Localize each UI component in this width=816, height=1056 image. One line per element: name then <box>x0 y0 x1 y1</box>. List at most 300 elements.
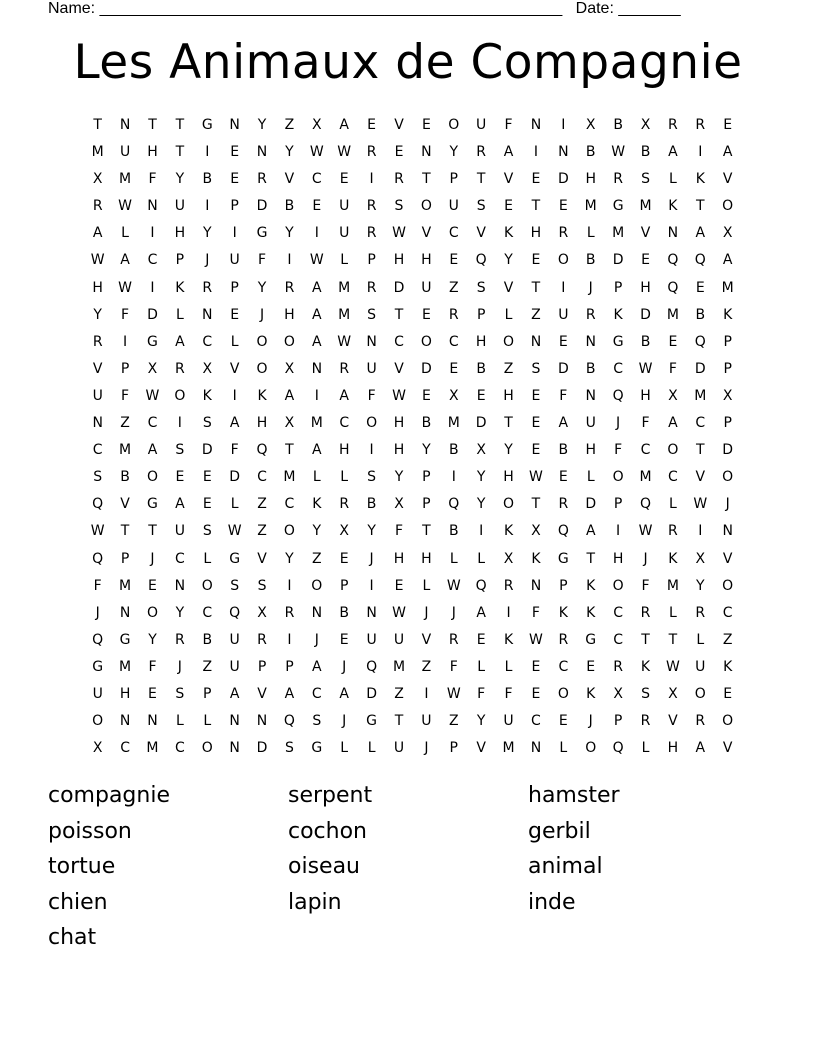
grid-letter[interactable]: F <box>367 387 376 404</box>
grid-letter[interactable]: C <box>257 469 267 486</box>
grid-letter[interactable]: H <box>667 740 679 757</box>
grid-letter[interactable]: Z <box>257 496 267 513</box>
grid-letter[interactable]: V <box>476 225 486 242</box>
grid-letter[interactable]: P <box>203 685 212 702</box>
grid-letter[interactable]: J <box>725 496 730 513</box>
grid-letter[interactable]: I <box>314 225 319 242</box>
grid-letter[interactable]: U <box>695 658 706 675</box>
grid-letter[interactable]: B <box>421 415 432 432</box>
grid-letter[interactable]: N <box>585 333 596 350</box>
grid-letter[interactable]: V <box>476 740 486 757</box>
grid-letter[interactable]: H <box>393 252 405 269</box>
grid-letter[interactable]: V <box>722 740 733 757</box>
grid-letter[interactable]: T <box>476 171 486 188</box>
grid-letter[interactable]: N <box>558 144 569 161</box>
grid-letter[interactable]: P <box>367 252 376 269</box>
grid-letter[interactable]: C <box>613 360 623 377</box>
grid-letter[interactable]: U <box>476 117 487 133</box>
grid-letter[interactable]: R <box>339 360 350 377</box>
grid-letter[interactable]: N <box>530 333 542 350</box>
grid-letter[interactable]: O <box>585 740 597 757</box>
grid-letter[interactable]: B <box>640 333 651 350</box>
grid-letter[interactable]: X <box>339 523 349 540</box>
grid-letter[interactable]: R <box>695 604 706 621</box>
grid-letter[interactable]: L <box>641 740 650 757</box>
grid-letter[interactable]: E <box>476 631 486 648</box>
grid-letter[interactable]: P <box>559 577 568 594</box>
grid-letter[interactable]: R <box>92 333 103 350</box>
grid-letter[interactable]: S <box>175 685 185 702</box>
grid-letter[interactable]: Q <box>229 604 241 621</box>
grid-letter[interactable]: L <box>696 631 705 648</box>
grid-letter[interactable]: A <box>722 252 733 269</box>
grid-letter[interactable]: O <box>694 685 706 702</box>
grid-letter[interactable]: H <box>147 144 158 161</box>
grid-letter[interactable]: Y <box>202 225 212 242</box>
grid-letter[interactable]: G <box>366 713 378 730</box>
grid-letter[interactable]: D <box>229 469 241 486</box>
grid-letter[interactable]: C <box>284 496 295 513</box>
grid-letter[interactable]: R <box>558 225 569 242</box>
grid-letter[interactable]: O <box>503 333 515 350</box>
grid-letter[interactable]: P <box>257 658 267 675</box>
grid-letter[interactable]: N <box>421 144 432 161</box>
grid-letter[interactable]: G <box>229 550 241 567</box>
grid-letter[interactable]: X <box>531 523 541 540</box>
grid-letter[interactable]: Q <box>366 658 378 675</box>
grid-letter[interactable]: K <box>723 658 733 675</box>
grid-letter[interactable]: X <box>284 360 295 377</box>
grid-letter[interactable]: Y <box>257 279 267 296</box>
grid-letter[interactable]: K <box>531 550 541 567</box>
grid-letter[interactable]: X <box>613 685 623 702</box>
grid-letter[interactable]: J <box>205 252 210 269</box>
grid-letter[interactable]: I <box>561 279 566 296</box>
grid-letter[interactable]: E <box>148 685 157 702</box>
grid-letter[interactable]: F <box>477 685 486 702</box>
grid-letter[interactable]: V <box>394 117 404 133</box>
grid-letter[interactable]: V <box>421 631 432 648</box>
grid-letter[interactable]: M <box>338 306 351 323</box>
grid-letter[interactable]: E <box>394 144 404 161</box>
grid-letter[interactable]: N <box>147 713 158 730</box>
grid-letter[interactable]: X <box>92 740 103 757</box>
grid-letter[interactable]: U <box>339 225 350 242</box>
name-line[interactable]: ____________________________________________________ <box>99 0 563 17</box>
grid-letter[interactable]: C <box>339 415 350 432</box>
grid-letter[interactable]: R <box>695 117 706 133</box>
grid-letter[interactable]: Y <box>175 171 185 188</box>
grid-letter[interactable]: T <box>422 523 431 540</box>
grid-letter[interactable]: E <box>531 252 541 269</box>
grid-letter[interactable]: E <box>558 333 568 350</box>
grid-letter[interactable]: C <box>147 252 158 269</box>
grid-letter[interactable]: M <box>338 279 351 296</box>
grid-letter[interactable]: Z <box>284 117 295 133</box>
grid-letter[interactable]: W <box>309 144 324 161</box>
grid-letter[interactable]: B <box>448 523 459 540</box>
grid-letter[interactable]: X <box>202 360 213 377</box>
grid-letter[interactable]: E <box>558 198 568 215</box>
grid-letter[interactable]: G <box>311 740 323 757</box>
grid-letter[interactable]: W <box>309 252 324 269</box>
grid-letter[interactable]: E <box>230 171 240 188</box>
grid-letter[interactable]: M <box>283 469 296 486</box>
grid-letter[interactable]: J <box>588 279 593 296</box>
grid-letter[interactable]: W <box>337 144 352 161</box>
grid-letter[interactable]: V <box>229 360 240 377</box>
grid-letter[interactable]: P <box>230 279 239 296</box>
grid-letter[interactable]: A <box>339 685 349 702</box>
grid-letter[interactable]: R <box>257 171 267 188</box>
grid-letter[interactable]: I <box>232 225 237 242</box>
grid-letter[interactable]: L <box>230 496 239 513</box>
grid-letter[interactable]: D <box>201 442 213 459</box>
grid-letter[interactable]: I <box>205 198 210 215</box>
grid-letter[interactable]: U <box>448 198 459 215</box>
grid-letter[interactable]: S <box>312 713 322 730</box>
grid-letter[interactable]: W <box>145 387 160 404</box>
grid-letter[interactable]: R <box>257 631 267 648</box>
grid-letter[interactable]: L <box>422 577 431 594</box>
grid-letter[interactable]: G <box>92 658 104 675</box>
grid-letter[interactable]: J <box>342 713 347 730</box>
grid-letter[interactable]: C <box>202 604 213 621</box>
grid-letter[interactable]: R <box>476 144 487 161</box>
grid-letter[interactable]: N <box>119 117 131 133</box>
grid-letter[interactable]: N <box>530 117 542 133</box>
grid-letter[interactable]: L <box>504 306 513 323</box>
grid-letter[interactable]: N <box>256 144 268 161</box>
grid-letter[interactable]: W <box>446 685 461 702</box>
grid-letter[interactable]: E <box>230 144 240 161</box>
grid-letter[interactable]: R <box>640 604 651 621</box>
grid-letter[interactable]: P <box>613 496 623 513</box>
grid-letter[interactable]: A <box>668 415 678 432</box>
grid-letter[interactable]: I <box>698 144 703 161</box>
grid-letter[interactable]: T <box>93 117 102 133</box>
grid-letter[interactable]: Q <box>667 252 679 269</box>
grid-letter[interactable]: A <box>722 144 733 161</box>
grid-letter[interactable]: D <box>475 415 487 432</box>
grid-letter[interactable]: A <box>312 333 322 350</box>
grid-letter[interactable]: F <box>394 523 404 540</box>
grid-letter[interactable]: X <box>476 442 486 459</box>
grid-letter[interactable]: H <box>421 252 432 269</box>
grid-letter[interactable]: A <box>558 415 569 432</box>
grid-letter[interactable]: E <box>476 387 486 404</box>
grid-letter[interactable]: R <box>668 523 678 540</box>
grid-letter[interactable]: H <box>585 171 596 188</box>
grid-letter[interactable]: B <box>448 442 459 459</box>
grid-letter[interactable]: Z <box>421 658 432 675</box>
grid-letter[interactable]: E <box>504 198 513 215</box>
grid-letter[interactable]: P <box>422 469 431 486</box>
grid-letter[interactable]: A <box>312 279 322 296</box>
grid-letter[interactable]: R <box>558 631 569 648</box>
grid-letter[interactable]: B <box>339 604 350 621</box>
grid-letter[interactable]: M <box>666 306 679 323</box>
grid-letter[interactable]: L <box>668 171 677 188</box>
grid-letter[interactable]: X <box>722 387 733 404</box>
grid-letter[interactable]: V <box>722 550 733 567</box>
grid-letter[interactable]: H <box>284 306 295 323</box>
grid-letter[interactable]: T <box>148 117 157 133</box>
grid-letter[interactable]: C <box>448 225 459 242</box>
grid-letter[interactable]: U <box>585 415 596 432</box>
grid-letter[interactable]: I <box>369 442 374 459</box>
grid-letter[interactable]: Y <box>422 442 431 459</box>
grid-letter[interactable]: I <box>698 523 703 540</box>
grid-letter[interactable]: K <box>202 387 212 404</box>
grid-letter[interactable]: Q <box>448 496 460 513</box>
grid-letter[interactable]: O <box>420 198 432 215</box>
grid-letter[interactable]: U <box>339 198 350 215</box>
grid-letter[interactable]: T <box>504 415 513 432</box>
grid-letter[interactable]: F <box>614 442 623 459</box>
grid-letter[interactable]: I <box>177 415 182 432</box>
grid-letter[interactable]: N <box>202 306 213 323</box>
grid-letter[interactable]: Q <box>694 333 706 350</box>
grid-letter[interactable]: U <box>366 360 377 377</box>
grid-letter[interactable]: C <box>722 604 733 621</box>
grid-letter[interactable]: O <box>256 360 268 377</box>
grid-letter[interactable]: D <box>694 360 706 377</box>
grid-letter[interactable]: M <box>392 658 406 675</box>
grid-letter[interactable]: Z <box>394 685 404 702</box>
grid-letter[interactable]: E <box>202 496 212 513</box>
grid-letter[interactable]: X <box>695 550 706 567</box>
grid-letter[interactable]: O <box>722 198 734 215</box>
grid-letter[interactable]: C <box>613 631 623 648</box>
grid-letter[interactable]: H <box>393 550 405 567</box>
grid-letter[interactable]: X <box>147 360 158 377</box>
grid-letter[interactable]: P <box>723 415 732 432</box>
grid-letter[interactable]: S <box>202 523 212 540</box>
grid-letter[interactable]: I <box>287 252 292 269</box>
grid-letter[interactable]: I <box>287 631 292 648</box>
grid-letter[interactable]: M <box>447 415 460 432</box>
grid-letter[interactable]: V <box>394 360 404 377</box>
grid-letter[interactable]: V <box>257 550 267 567</box>
grid-letter[interactable]: L <box>340 740 349 757</box>
grid-letter[interactable]: A <box>312 658 322 675</box>
grid-letter[interactable]: Y <box>476 713 486 730</box>
grid-letter[interactable]: S <box>230 577 240 594</box>
grid-letter[interactable]: T <box>586 550 595 567</box>
grid-letter[interactable]: C <box>558 658 569 675</box>
grid-letter[interactable]: F <box>504 685 513 702</box>
grid-letter[interactable]: J <box>342 658 347 675</box>
grid-letter[interactable]: A <box>120 252 130 269</box>
grid-letter[interactable]: F <box>668 360 677 377</box>
grid-letter[interactable]: R <box>366 225 377 242</box>
grid-letter[interactable]: P <box>613 713 623 730</box>
grid-letter[interactable]: O <box>146 604 158 621</box>
grid-letter[interactable]: H <box>503 387 514 404</box>
grid-letter[interactable]: X <box>640 117 651 133</box>
grid-letter[interactable]: Q <box>475 252 487 269</box>
grid-letter[interactable]: K <box>723 306 733 323</box>
grid-letter[interactable]: U <box>393 631 405 648</box>
grid-letter[interactable]: H <box>92 279 103 296</box>
grid-letter[interactable]: V <box>668 713 678 730</box>
grid-letter[interactable]: W <box>392 387 406 404</box>
grid-letter[interactable]: T <box>641 631 650 648</box>
grid-letter[interactable]: L <box>175 713 184 730</box>
grid-letter[interactable]: F <box>531 604 540 621</box>
grid-letter[interactable]: T <box>148 523 157 540</box>
grid-letter[interactable]: B <box>585 252 596 269</box>
grid-letter[interactable]: E <box>531 685 541 702</box>
grid-letter[interactable]: H <box>174 225 186 242</box>
grid-letter[interactable]: E <box>668 333 678 350</box>
grid-letter[interactable]: R <box>284 604 295 621</box>
grid-letter[interactable]: M <box>119 442 132 459</box>
grid-letter[interactable]: S <box>367 306 377 323</box>
grid-letter[interactable]: Q <box>639 496 652 513</box>
grid-letter[interactable]: R <box>448 306 459 323</box>
grid-letter[interactable]: X <box>448 387 459 404</box>
grid-letter[interactable]: J <box>177 658 182 675</box>
grid-letter[interactable]: Q <box>92 631 104 648</box>
grid-letter[interactable]: B <box>120 469 130 486</box>
grid-letter[interactable]: F <box>449 658 458 675</box>
grid-letter[interactable]: N <box>119 604 131 621</box>
grid-letter[interactable]: D <box>256 198 268 215</box>
grid-letter[interactable]: F <box>258 252 267 269</box>
grid-letter[interactable]: E <box>230 306 240 323</box>
grid-letter[interactable]: U <box>366 631 377 648</box>
grid-letter[interactable]: O <box>174 387 186 404</box>
grid-letter[interactable]: Y <box>93 306 102 323</box>
grid-letter[interactable]: O <box>256 333 268 350</box>
grid-letter[interactable]: E <box>367 117 377 133</box>
grid-letter[interactable]: W <box>611 144 626 161</box>
grid-letter[interactable]: R <box>366 279 377 296</box>
grid-letter[interactable]: P <box>175 252 185 269</box>
grid-letter[interactable]: L <box>340 252 349 269</box>
grid-letter[interactable]: E <box>339 550 349 567</box>
grid-letter[interactable]: I <box>561 117 566 133</box>
grid-letter[interactable]: C <box>640 442 651 459</box>
grid-letter[interactable]: G <box>557 550 569 567</box>
grid-letter[interactable]: O <box>311 577 323 594</box>
grid-letter[interactable]: N <box>311 360 323 377</box>
grid-letter[interactable]: T <box>696 442 705 459</box>
grid-letter[interactable]: A <box>695 740 706 757</box>
grid-letter[interactable]: B <box>613 117 623 133</box>
grid-letter[interactable]: B <box>366 496 377 513</box>
grid-letter[interactable]: O <box>283 333 295 350</box>
grid-letter[interactable]: R <box>175 631 185 648</box>
grid-letter[interactable]: L <box>586 469 595 486</box>
grid-letter[interactable]: U <box>421 713 432 730</box>
grid-letter[interactable]: Q <box>92 550 104 567</box>
grid-letter[interactable]: J <box>259 306 265 323</box>
grid-letter[interactable]: R <box>613 171 623 188</box>
grid-letter[interactable]: K <box>257 387 267 404</box>
grid-letter[interactable]: N <box>722 523 733 540</box>
grid-letter[interactable]: G <box>585 631 597 648</box>
grid-letter[interactable]: J <box>369 550 374 567</box>
grid-letter[interactable]: Y <box>257 117 267 133</box>
grid-letter[interactable]: P <box>285 658 294 675</box>
grid-letter[interactable]: C <box>668 469 678 486</box>
grid-letter[interactable]: N <box>585 387 596 404</box>
grid-letter[interactable]: X <box>394 496 404 513</box>
grid-letter[interactable]: C <box>394 333 404 350</box>
grid-letter[interactable]: O <box>722 469 734 486</box>
grid-letter[interactable]: I <box>205 144 210 161</box>
grid-letter[interactable]: Q <box>557 523 569 540</box>
grid-letter[interactable]: D <box>722 442 734 459</box>
grid-letter[interactable]: D <box>557 360 569 377</box>
grid-letter[interactable]: B <box>558 442 569 459</box>
grid-letter[interactable]: E <box>586 658 596 675</box>
grid-letter[interactable]: L <box>668 496 677 513</box>
grid-letter[interactable]: C <box>174 740 185 757</box>
grid-letter[interactable]: V <box>421 225 432 242</box>
grid-letter[interactable]: L <box>586 225 595 242</box>
grid-letter[interactable]: B <box>476 360 486 377</box>
grid-letter[interactable]: J <box>424 740 429 757</box>
grid-letter[interactable]: X <box>585 117 596 133</box>
grid-letter[interactable]: Y <box>394 469 404 486</box>
grid-letter[interactable]: O <box>612 469 624 486</box>
grid-letter[interactable]: M <box>694 387 707 404</box>
grid-letter[interactable]: D <box>256 740 268 757</box>
grid-letter[interactable]: W <box>665 658 680 675</box>
grid-letter[interactable]: Y <box>367 523 376 540</box>
grid-letter[interactable]: W <box>337 333 352 350</box>
grid-letter[interactable]: A <box>92 225 103 242</box>
grid-letter[interactable]: C <box>147 415 158 432</box>
grid-letter[interactable]: K <box>586 604 596 621</box>
grid-letter[interactable]: S <box>476 279 486 296</box>
grid-letter[interactable]: P <box>723 360 732 377</box>
grid-letter[interactable]: K <box>312 496 322 513</box>
grid-letter[interactable]: W <box>638 523 653 540</box>
grid-letter[interactable]: K <box>503 523 514 540</box>
grid-letter[interactable]: T <box>394 306 404 323</box>
grid-letter[interactable]: U <box>421 279 432 296</box>
grid-letter[interactable]: E <box>449 360 459 377</box>
grid-letter[interactable]: W <box>392 225 406 242</box>
grid-letter[interactable]: N <box>119 713 131 730</box>
grid-letter[interactable]: Y <box>312 523 322 540</box>
grid-letter[interactable]: V <box>120 496 130 513</box>
grid-letter[interactable]: Y <box>285 550 294 567</box>
grid-letter[interactable]: I <box>232 387 237 404</box>
grid-letter[interactable]: L <box>367 740 376 757</box>
grid-letter[interactable]: N <box>530 740 542 757</box>
grid-letter[interactable]: A <box>229 685 240 702</box>
grid-letter[interactable]: N <box>147 198 158 215</box>
grid-letter[interactable]: M <box>91 144 104 161</box>
grid-letter[interactable]: K <box>503 631 514 648</box>
grid-letter[interactable]: A <box>175 496 185 513</box>
grid-letter[interactable]: X <box>92 171 103 188</box>
grid-letter[interactable]: E <box>421 387 431 404</box>
grid-letter[interactable]: O <box>722 713 734 730</box>
grid-letter[interactable]: C <box>311 685 322 702</box>
grid-letter[interactable]: H <box>119 685 131 702</box>
grid-letter[interactable]: A <box>312 306 322 323</box>
grid-letter[interactable]: S <box>476 198 486 215</box>
grid-letter[interactable]: H <box>640 387 651 404</box>
grid-letter[interactable]: W <box>227 523 242 540</box>
